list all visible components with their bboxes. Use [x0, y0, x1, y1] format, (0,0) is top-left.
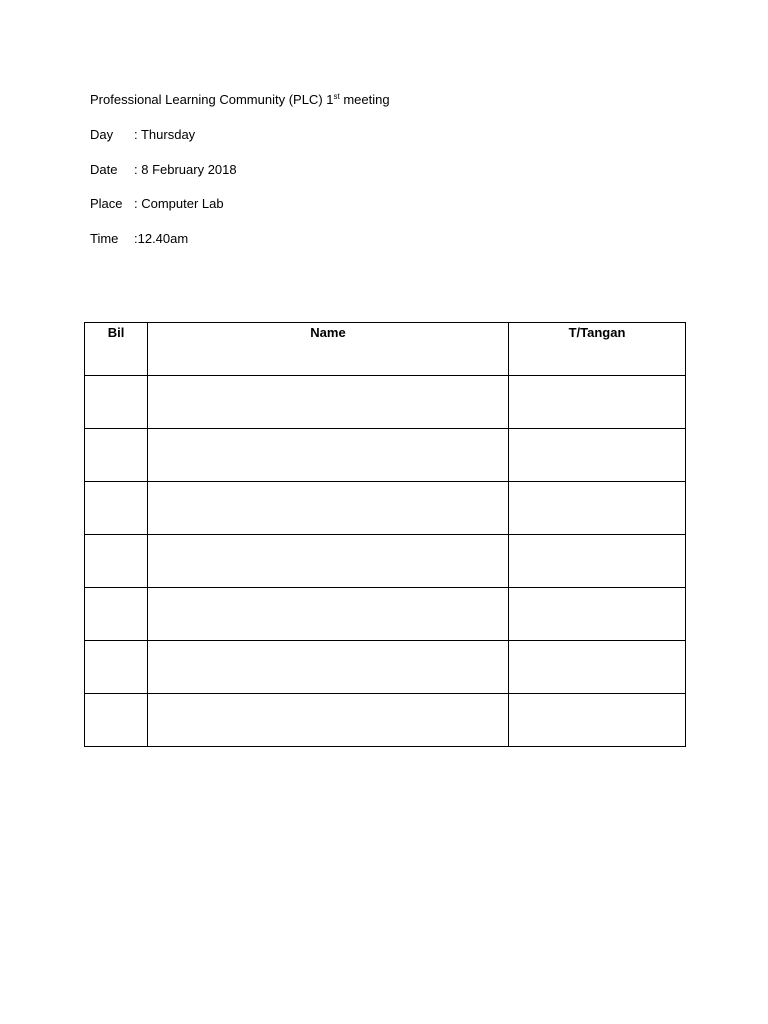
cell-bil[interactable]: [85, 535, 148, 588]
cell-name[interactable]: [148, 641, 509, 694]
day-value: : Thursday: [134, 127, 196, 142]
document-title: [90, 92, 390, 107]
table-row: [85, 588, 686, 641]
cell-name[interactable]: [148, 588, 509, 641]
time-value: :12.40am: [134, 231, 189, 246]
cell-bil[interactable]: [85, 376, 148, 429]
cell-name[interactable]: [148, 535, 509, 588]
title-end: meeting: [339, 92, 390, 107]
table-row: [85, 535, 686, 588]
cell-signature[interactable]: [509, 535, 686, 588]
title-main: Professional Learning Community (PLC) 1: [90, 92, 334, 107]
cell-bil[interactable]: [85, 641, 148, 694]
day-label: Day: [90, 127, 114, 142]
table-row: [85, 482, 686, 535]
cell-bil[interactable]: [85, 588, 148, 641]
place-field: [90, 196, 224, 211]
title-superscript: st: [333, 92, 340, 101]
table-row: [85, 641, 686, 694]
cell-name[interactable]: [148, 482, 509, 535]
place-value: : Computer Lab: [134, 196, 224, 211]
header-bil: Bil: [85, 323, 148, 376]
cell-signature[interactable]: [509, 588, 686, 641]
table-row: [85, 376, 686, 429]
cell-bil[interactable]: [85, 429, 148, 482]
header-signature: T/Tangan: [509, 323, 686, 376]
header-name: Name: [148, 323, 509, 376]
cell-name[interactable]: [148, 694, 509, 747]
cell-signature[interactable]: [509, 694, 686, 747]
date-label: Date: [90, 162, 118, 177]
cell-signature[interactable]: [509, 376, 686, 429]
cell-name[interactable]: [148, 429, 509, 482]
time-label: Time: [90, 231, 119, 246]
place-label: Place: [90, 196, 123, 211]
attendance-table: [84, 322, 686, 747]
cell-bil[interactable]: [85, 694, 148, 747]
date-field: [90, 162, 237, 177]
table-header-row: [85, 323, 686, 376]
cell-signature[interactable]: [509, 429, 686, 482]
cell-signature[interactable]: [509, 482, 686, 535]
date-value: : 8 February 2018: [134, 162, 237, 177]
cell-bil[interactable]: [85, 482, 148, 535]
day-field: [90, 127, 195, 142]
cell-signature[interactable]: [509, 641, 686, 694]
table-row: [85, 429, 686, 482]
time-field: [90, 231, 188, 246]
table-row: [85, 694, 686, 747]
cell-name[interactable]: [148, 376, 509, 429]
